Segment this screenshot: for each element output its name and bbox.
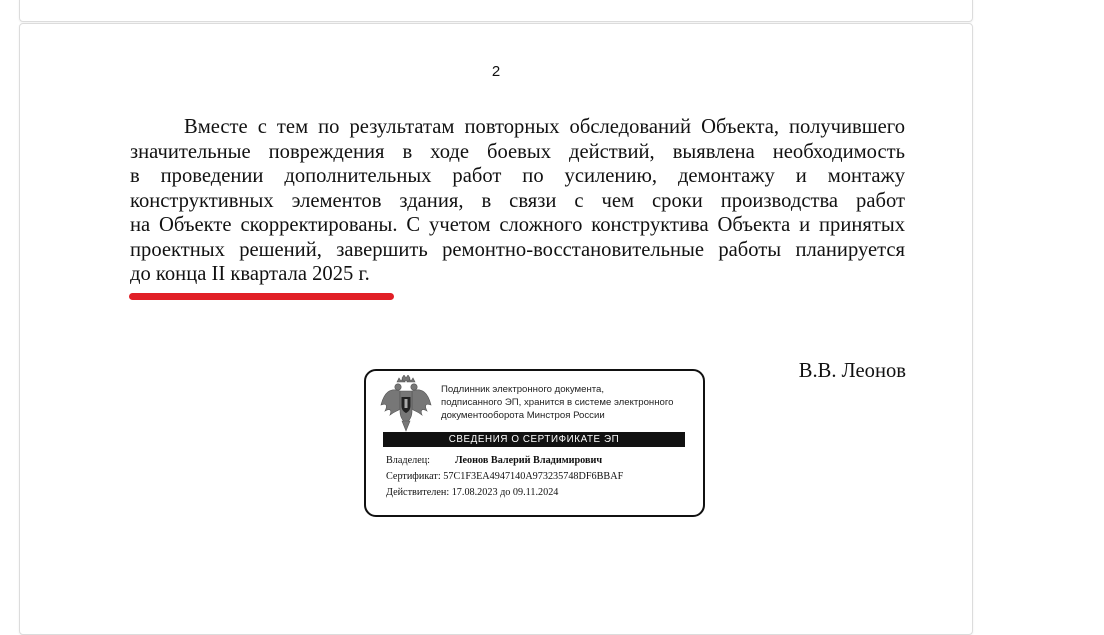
certificate-header: СВЕДЕНИЯ О СЕРТИФИКАТЕ ЭП: [383, 432, 685, 447]
paragraph-line: на Объекте скорректированы. С учетом сложного конструктива Объекта и принятых: [130, 214, 905, 236]
signatory-name: В.В. Леонов: [798, 360, 906, 382]
paragraph-line: в проведении дополнительных работ по усилению, демонтажу и монтажу: [130, 165, 905, 187]
paragraph-line: проектных решений, завершить ремонтно-восстановительные работы планируется: [130, 238, 905, 261]
paragraph-line: конструктивных элементов здания, в связи с чем сроки производства работ: [130, 189, 905, 212]
body-paragraph: [130, 115, 905, 287]
document-page: [19, 23, 973, 635]
owner-label: Владелец:: [386, 455, 430, 466]
validity-row: [386, 487, 558, 498]
owner-row: [386, 455, 602, 466]
paragraph-line-highlighted: до конца II квартала 2025 г.: [130, 263, 370, 285]
valid-label: Действителен:: [386, 487, 450, 498]
stamp-note-line: Подлинник электронного документа,: [441, 384, 605, 395]
page-number: 2: [491, 63, 501, 80]
coat-of-arms-icon: [378, 375, 434, 433]
red-highlight-underline: [129, 293, 394, 300]
certificate-row: [386, 471, 623, 482]
stamp-note-line: подписанного ЭП, хранится в системе электронного: [441, 397, 674, 408]
electronic-signature-stamp: [364, 369, 705, 517]
paragraph-line: Вместе с тем по результатам повторных обследований Объекта, получившего: [184, 116, 905, 138]
paragraph-line: значительные повреждения в ходе боевых действий, выявлена необходимость: [130, 140, 905, 163]
certificate-label: Сертификат:: [386, 471, 441, 482]
valid-value: 17.08.2023 до 09.11.2024: [451, 487, 559, 498]
previous-page-edge: [19, 0, 973, 22]
owner-value: Леонов Валерий Владимирович: [455, 455, 603, 466]
stamp-note-line: документооборота Минстроя России: [441, 410, 605, 421]
certificate-value: 57C1F3EA4947140A973235748DF6BBAF: [443, 471, 624, 482]
stamp-note: [441, 383, 699, 422]
